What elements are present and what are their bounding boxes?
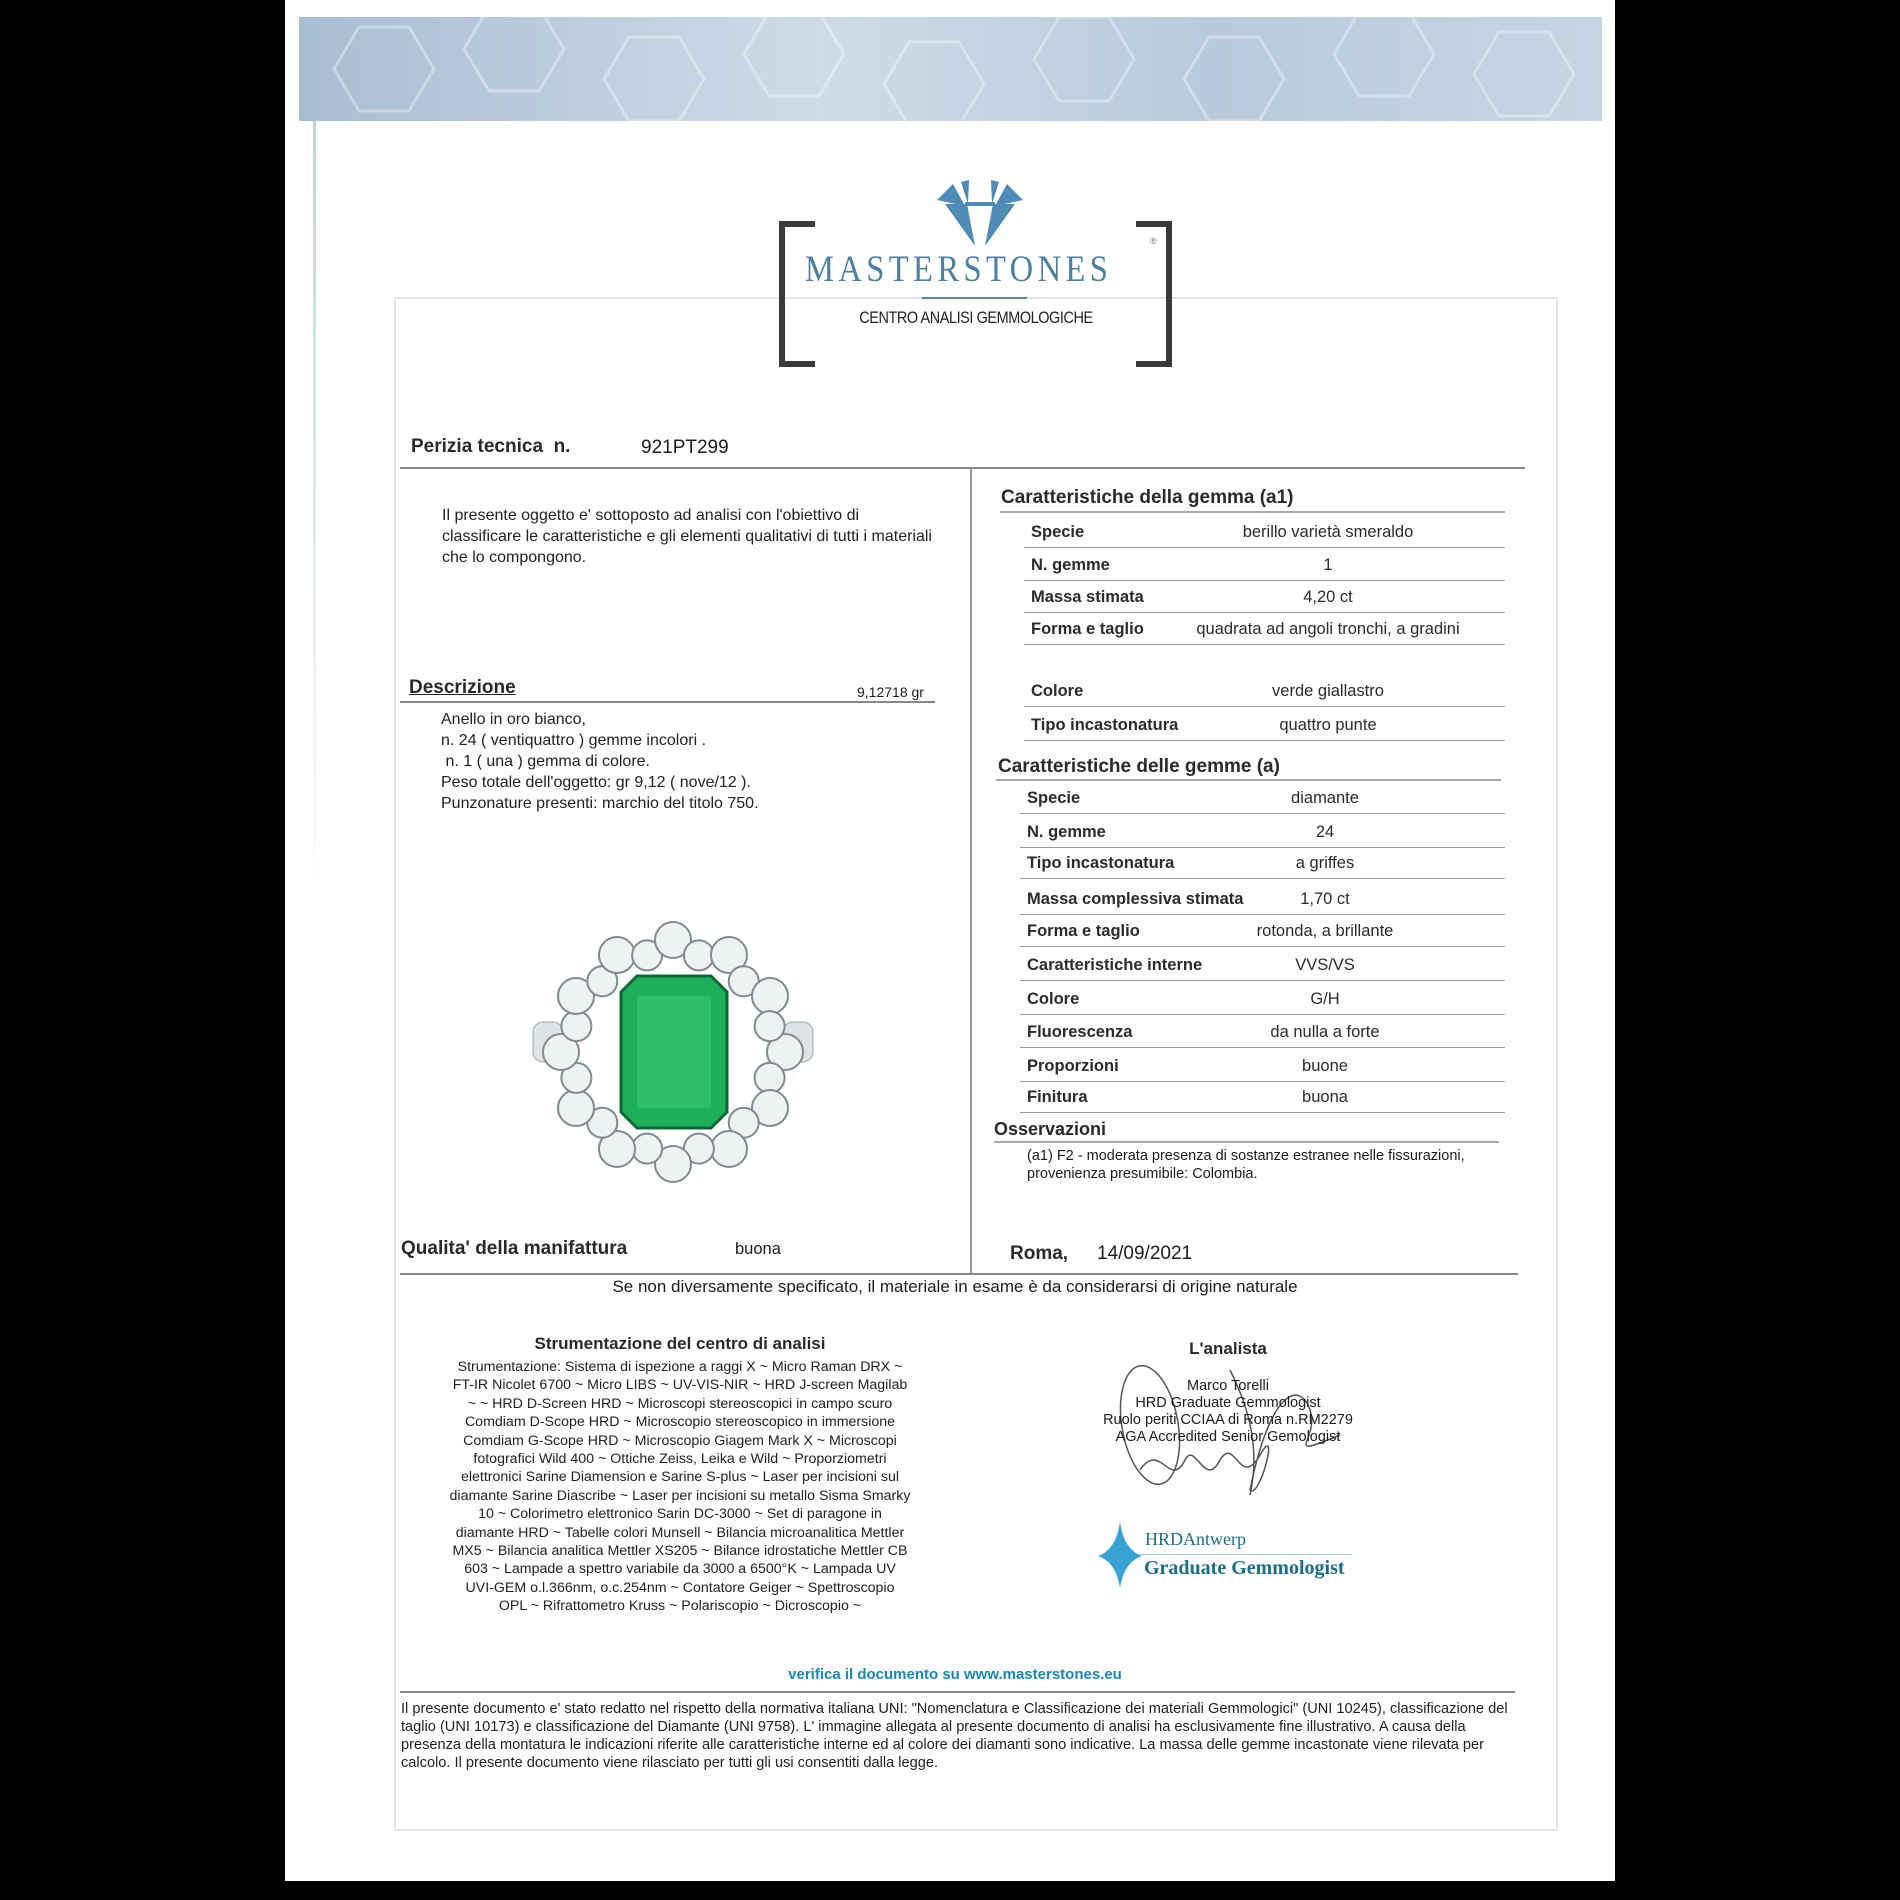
diamond-stone [684,940,714,970]
main_gem-label: Tipo incastonatura [1031,716,1179,734]
description-text [441,709,941,814]
instrument-line: MX5 ~ Bilancia analitica Mettler XS205 ~ Bilance idrostatiche Mettler CB [452,1543,908,1560]
side_gems-row-divider [1020,946,1505,947]
diamond-stone [755,1063,785,1093]
instrument-line: 10 ~ Colorimetro elettronico Sarin DC-3000 ~ Set di paragone in [478,1506,882,1523]
main_gem-row-divider [1024,547,1505,548]
side_gems-label: Proporzioni [1027,1057,1119,1075]
analyst-credential: AGA Accredited Senior Gemologist [1115,1429,1341,1445]
divider [994,1141,1499,1143]
main_gem-label: Forma e taglio [1031,620,1144,638]
hexagon-pattern [299,17,1602,121]
brand-tagline: CENTRO ANALISI GEMMOLOGICHE [859,308,1093,327]
main_gem-label: Specie [1031,523,1085,541]
side_gems-row-divider [1020,914,1505,915]
description-line: Peso totale dell'oggetto: gr 9,12 ( nove/12 ). [441,774,751,791]
instrument-line: Comdiam G-Scope HRD ~ Microscopio Giagem Mark X ~ Microscopi [463,1432,897,1449]
side_gems-row-divider [1020,878,1505,879]
side_gems-value: 1,70 ct [1300,890,1350,908]
instrument-line: 603 ~ Lampade a spettro variabile da 3000 a 6500°K ~ Lampada UV [464,1561,896,1578]
side_gems-label: Colore [1027,990,1080,1008]
main_gem-value: quattro punte [1279,716,1377,734]
diamond-stone [711,1131,747,1167]
side_gems-row-divider [1020,847,1505,848]
quality-value: buona [735,1240,781,1258]
side_gems-label: Finitura [1027,1088,1088,1106]
natural-origin-note: Se non diversamente specificato, il materiale in esame è da considerarsi di origine naturale [612,1277,1298,1296]
side_gems-row-divider [1020,1112,1505,1113]
main_gem-label: N. gemme [1031,556,1110,574]
left-accent-line [313,121,316,921]
instruments-title: Strumentazione del centro di analisi [534,1334,826,1353]
divider [1000,511,1505,513]
side_gems-value: buona [1302,1088,1348,1106]
description-line: Punzonature presenti: marchio del titolo 750. [441,795,759,812]
diamond-logo-icon [935,178,1025,248]
place: Roma, [1010,1243,1069,1264]
instrument-line: Comdiam D-Scope HRD ~ Microscopio stereoscopico in immersione [464,1414,896,1431]
diamond-stone [558,1090,594,1126]
registered-mark: ® [1150,236,1157,246]
observation-line: provenienza presumibile: Colombia. [1027,1166,1258,1182]
diamond-stone [599,937,635,973]
hrd-subtitle: Graduate Gemmologist [1144,1557,1345,1579]
main_gem-row-divider [1024,580,1505,581]
quality-label: Qualita' della manifattura [401,1238,628,1259]
logo-bracket-left [779,221,815,367]
description-line: Anello in oro bianco, [441,711,586,728]
intro-text: Il presente oggetto e' sottoposto ad analisi con l'obiettivo di classificare le caratteristiche e gli elementi qualitativi di tutti i materiali che lo compongono. [442,507,932,566]
main_gem-row-divider [1024,706,1505,707]
main_gem-label: Colore [1031,682,1084,700]
analyst-credential: HRD Graduate Gemmologist [1135,1395,1321,1411]
side_gems-row-divider [1020,1047,1505,1048]
diamond-stone [752,978,788,1014]
side_gems-value: da nulla a forte [1270,1023,1380,1041]
emerald-table [637,996,711,1108]
main_gem-value: verde giallastro [1272,682,1384,700]
divider [400,467,1525,469]
verify-link[interactable]: verifica il documento su www.masterstones.eu [788,1666,1122,1683]
instrument-line: Strumentazione: Sistema di ispezione a raggi X ~ Micro Raman DRX ~ [457,1359,903,1375]
main_gem-row-divider [1024,644,1505,645]
hrd-name: HRDAntwerp [1145,1529,1246,1549]
main_gem-value: 4,20 ct [1303,588,1353,606]
instruments-text [380,1358,980,1616]
main-gem-title: Caratteristiche della gemma (a1) [1001,487,1294,508]
side_gems-value: G/H [1310,990,1340,1008]
instrument-line: UVI-GEM o.l.366nm, o.c.254nm ~ Contatore Geiger ~ Spettroscopio [465,1579,895,1596]
observations-text [1027,1147,1465,1183]
date: 14/09/2021 [1097,1243,1193,1264]
main_gem-value: 1 [1323,556,1333,574]
side_gems-label: Forma e taglio [1027,922,1140,940]
divider [996,779,1501,781]
side_gems-label: Specie [1027,789,1081,807]
side_gems-label: Tipo incastonatura [1027,854,1175,872]
diamond-stone [632,1134,662,1164]
instrument-line: FT-IR Nicolet 6700 ~ Micro LIBS ~ UV-VIS-NIR ~ HRD J-screen Magilab [452,1377,908,1394]
brand-name: MASTERSTONES [805,249,1113,290]
analyst-credentials [1078,1378,1378,1446]
main_gem-value: quadrata ad angoli tronchi, a gradini [1196,620,1460,638]
instrument-line: ~ ~ HRD D-Screen HRD ~ Microscopi stereoscopici in campo scuro [467,1395,893,1412]
observation-line: (a1) F2 - moderata presenza di sostanze estranee nelle fissurazioni, [1027,1148,1465,1164]
instrument-line: fotografici Wild 400 ~ Ottiche Zeiss, Leika e Wild ~ Proporziometri [473,1451,887,1468]
side_gems-value: a griffes [1295,854,1355,872]
report-label: Perizia tecnica n. [411,436,571,457]
side_gems-label: Massa complessiva stimata [1027,890,1244,908]
side_gems-row-divider [1020,813,1505,814]
description-line: n. 24 ( ventiquattro ) gemme incolori . [441,732,707,749]
side_gems-value: rotonda, a brillante [1256,922,1394,940]
instrument-line: diamante HRD ~ Tabelle colori Munsell ~ Bilancia microanalitica Mettler [455,1524,905,1541]
description-weight: 9,12718 gr [857,684,924,700]
observations-title: Osservazioni [994,1119,1107,1139]
main_gem-row-divider [1024,612,1505,613]
side_gems-row-divider [1020,1081,1505,1082]
side_gems-label: Fluorescenza [1027,1023,1133,1041]
instrument-line: elettronici Sarine Diamension e Sarine S-plus ~ Laser per incisioni sul [460,1469,900,1486]
side_gems-value: 24 [1315,823,1335,841]
divider [400,701,935,703]
side_gems-value: diamante [1291,789,1359,807]
instrument-line: diamante Sarine Diascribe ~ Laser per incisioni su metallo Sisma Smarky [449,1487,911,1504]
analyst-credential: Ruolo periti CCIAA di Roma n.RM2279 [1103,1412,1353,1428]
ring-photo [533,912,813,1192]
divider [400,1691,1515,1693]
side_gems-row-divider [1020,1014,1505,1015]
diamond-stone [755,1011,785,1041]
divider [400,1273,1518,1275]
column-divider [970,468,972,1273]
side_gems-label: Caratteristiche interne [1027,956,1203,974]
main_gem-value: berillo varietà smeraldo [1242,523,1414,541]
description-title: Descrizione [409,677,516,698]
description-line: n. 1 ( una ) gemma di colore. [441,753,650,770]
side_gems-label: N. gemme [1027,823,1106,841]
instrument-line: OPL ~ Rifrattometro Kruss ~ Polariscopio ~ Dicroscopio ~ [498,1598,862,1615]
hrd-divider [1140,1554,1352,1555]
analyst-title: L'analista [1189,1339,1267,1358]
side_gems-value: buone [1302,1057,1348,1075]
main_gem-row-divider [1024,740,1505,741]
diamond-stone [561,1011,591,1041]
disclaimer-text: Il presente documento e' stato redatto nel rispetto della normativa italiana UNI: "Nomenclatura e Classificazione dei materiali Gemmologici" (UNI 10245), classificazione del taglio (UNI 10173) e classificazione del Diamante (UNI 9758). L' immagine allegata al presente documento di analisi ha esclusivamente fine illustrativo. A causa della presenza della montatura le indicazioni riferite alle caratteristiche interne ed al colore dei diamanti sono indicative. La massa delle gemme incastonate viene rilevata per calcolo. Il presente documento viene rilasciato per tutti gli usi consentiti dalla legge. [401,1701,1508,1771]
analyst-name: Marco Torelli [1187,1378,1269,1394]
side_gems-value: VVS/VS [1295,956,1355,974]
brand-underline [922,297,1027,299]
main_gem-label: Massa stimata [1031,588,1144,606]
side_gems-row-divider [1020,980,1505,981]
side-gems-title: Caratteristiche delle gemme (a) [998,756,1280,777]
report-number: 921PT299 [641,437,729,458]
